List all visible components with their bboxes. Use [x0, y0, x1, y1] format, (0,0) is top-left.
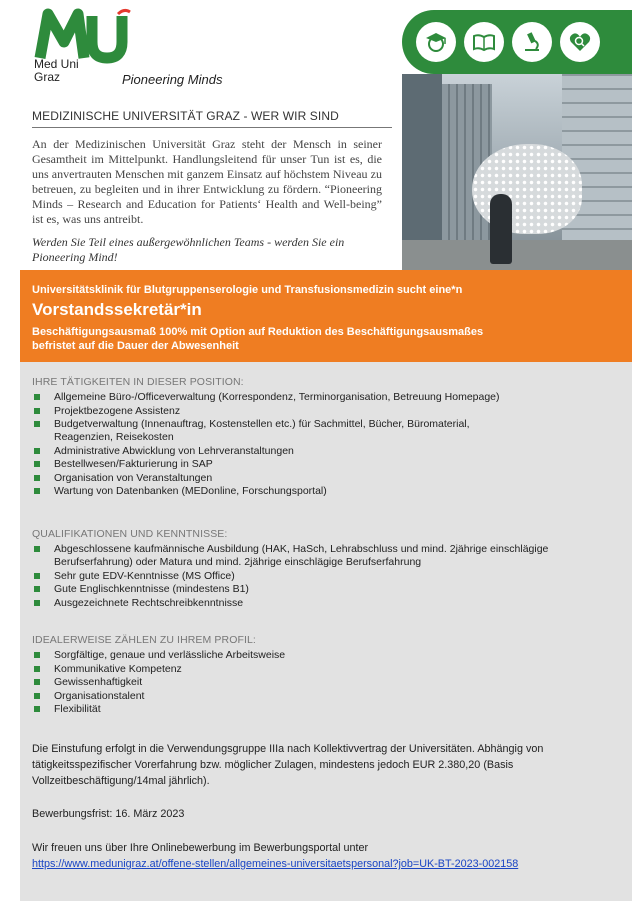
intro-body: An der Medizinischen Universität Graz steht der Mensch in seiner Gesamtheit im Mittelpunkt. Handlungsleitend für unser Tun ist es, die uns anvertrauten Menschen mit ganzem Einsatz auf höchstem Niveau zu betreuen, zu begleiten und in ihrer Entwicklung zu fördern. “Pioneering Minds – Research and Education for Patients‘ Health and Well-being” ist es, was uns antreibt. — [32, 137, 382, 226]
list-item: Organisationstalent — [32, 690, 592, 703]
divider — [32, 127, 392, 128]
qualifications-list — [32, 543, 592, 610]
job-extent: Beschäftigungsausmaß 100% mit Option auf Reduktion des Beschäftigungsausmaßes — [32, 326, 484, 338]
profile-list — [32, 649, 592, 717]
list-item: Flexibilität — [32, 703, 592, 716]
job-content — [20, 362, 632, 901]
intro-heading: MEDIZINISCHE UNIVERSITÄT GRAZ - WER WIR SIND — [32, 109, 339, 123]
list-item: Organisation von Veranstaltungen — [32, 472, 592, 485]
tasks-list — [32, 391, 592, 499]
section-heading-profile: IDEALERWEISE ZÄHLEN ZU IHREM PROFIL: — [32, 634, 256, 646]
list-item: Abgeschlossene kaufmännische Ausbildung (HAK, HaSch, Lehrabschluss und mind. 2jährige einschlägige Berufserfahrung) oder Matura und mind. 2jährige einschlägige Berufserfahrung — [32, 543, 552, 569]
heart-search-icon[interactable] — [560, 22, 600, 62]
list-item: Allgemeine Büro-/Officeverwaltung (Korrespondenz, Terminorganisation, Betreuung Homepage) — [32, 391, 592, 404]
application-portal-link[interactable]: https://www.medunigraz.at/offene-stellen/allgemeines-universitaetspersonal?job=UK-BT-2023-002158 — [32, 858, 519, 870]
icon-bar — [402, 10, 632, 74]
list-item: Projektbezogene Assistenz — [32, 405, 592, 418]
campus-photo — [402, 74, 632, 270]
job-duration: befristet auf die Dauer der Abwesenheit — [32, 340, 239, 352]
list-item: Sorgfältige, genaue und verlässliche Arbeitsweise — [32, 649, 592, 662]
book-icon[interactable] — [464, 22, 504, 62]
list-item: Gute Englischkenntnisse (mindestens B1) — [32, 583, 592, 596]
job-title: Vorstandssekretär*in — [32, 300, 202, 319]
list-item: Administrative Abwicklung von Lehrveranstaltungen — [32, 445, 592, 458]
section-heading-qualifications: QUALIFIKATIONEN UND KENNTNISSE: — [32, 528, 228, 540]
section-heading-tasks: IHRE TÄTIGKEITEN IN DIESER POSITION: — [32, 376, 244, 388]
intro-block — [20, 95, 402, 270]
logo-wordmark: Med Uni Graz — [34, 57, 79, 84]
job-title-band — [20, 270, 632, 362]
claim-text: Pioneering Minds — [122, 72, 223, 87]
apply-text: Wir freuen uns über Ihre Onlinebewerbung im Bewerbungsportal unter — [32, 842, 369, 854]
list-item: Kommunikative Kompetenz — [32, 663, 592, 676]
deadline-text: Bewerbungsfrist: 16. März 2023 — [32, 808, 185, 820]
list-item: Wartung von Datenbanken (MEDonline, Forschungsportal) — [32, 485, 592, 498]
intro-slogan: Werden Sie Teil eines außergewöhnlichen Teams - werden Sie ein Pioneering Mind! — [32, 235, 345, 264]
list-item: Bestellwesen/Fakturierung in SAP — [32, 458, 592, 471]
list-item: Ausgezeichnete Rechtschreibkenntnisse — [32, 597, 592, 610]
microscope-icon[interactable] — [512, 22, 552, 62]
graduation-cap-icon[interactable] — [416, 22, 456, 62]
list-item: Budgetverwaltung (Innenauftrag, Kostenstellen etc.) für Sachmittel, Bücher, Büromaterial, Reagenzien, Reisekosten — [32, 418, 512, 444]
salary-text: Die Einstufung erfolgt in die Verwendungsgruppe IIIa nach Kollektivvertrag der Universitäten. Abhängig von tätigkeitsspezifischer Vorerfahrung bzw. möglicher Zulagen, mindestens jedoch EUR 2.380,20 (Basis Vollzeitbeschäftigung/14mal jährlich). — [32, 743, 544, 787]
list-item: Gewissenhaftigkeit — [32, 676, 592, 689]
job-department: Universitätsklinik für Blutgruppenserologie und Transfusionsmedizin sucht eine*n — [32, 284, 463, 296]
list-item: Sehr gute EDV-Kenntnisse (MS Office) — [32, 570, 592, 583]
